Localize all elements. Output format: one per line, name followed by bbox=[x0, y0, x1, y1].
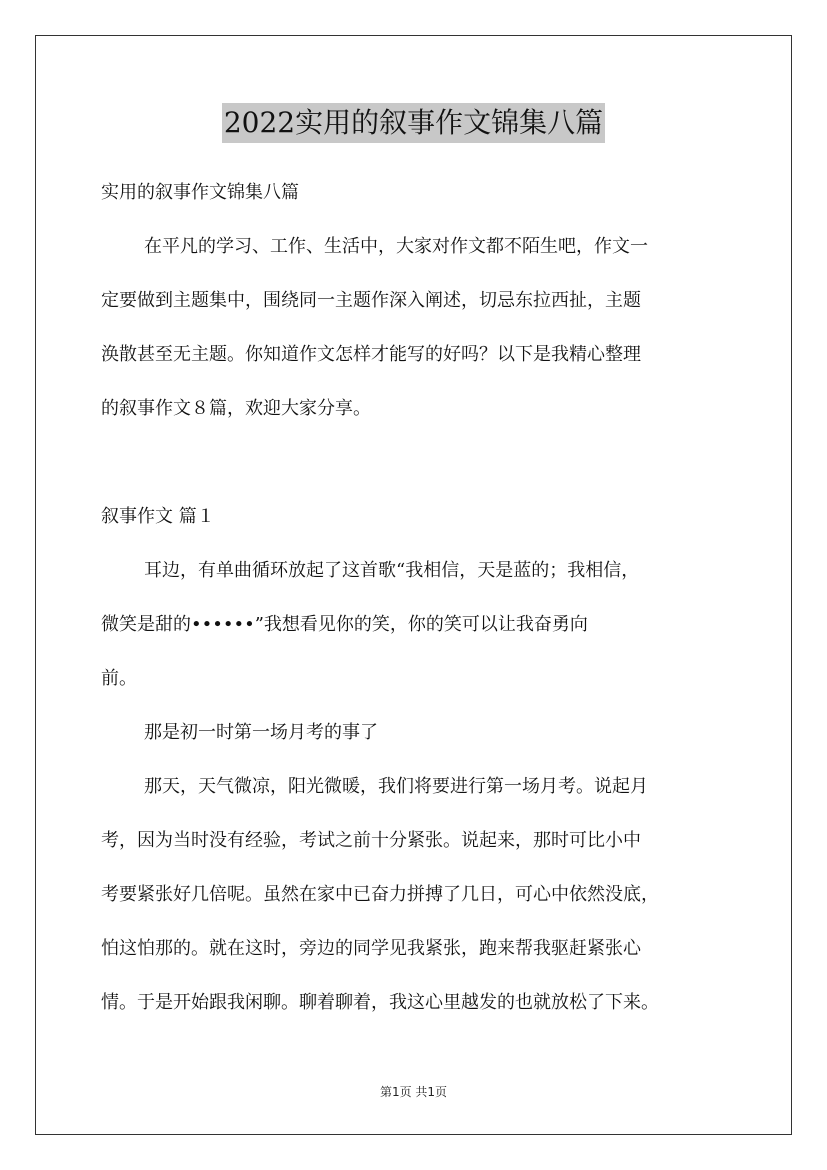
blank-line bbox=[101, 446, 741, 500]
document-body bbox=[101, 176, 741, 1040]
document-title: 2022实用的叙事作文锦集八篇 bbox=[222, 103, 605, 143]
intro-line-1: 在平凡的学习、工作、生活中，大家对作文都不陌生吧，作文一 bbox=[144, 236, 648, 257]
body-line-9: 情。于是开始跟我闲聊。聊着聊着，我这心里越发的也就放松了下来。 bbox=[101, 992, 659, 1013]
body-line-6: 考，因为当时没有经验，考试之前十分紧张。说起来，那时可比小中 bbox=[101, 830, 641, 851]
intro-line-2: 定要做到主题集中，围绕同一主题作深入阐述，切忌东拉西扯，主题 bbox=[101, 290, 641, 311]
page-footer: 第1页 共1页 bbox=[379, 1085, 448, 1099]
title-container bbox=[0, 103, 827, 143]
body-line-7: 考要紧张好几倍呢。虽然在家中已奋力拼搏了几日，可心中依然没底， bbox=[101, 884, 659, 905]
body-line-1: 耳边，有单曲循环放起了这首歌“我相信，天是蓝的；我相信， bbox=[144, 560, 640, 581]
intro-line-3: 涣散甚至无主题。你知道作文怎样才能写的好吗？以下是我精心整理 bbox=[101, 344, 641, 365]
section-heading: 叙事作文 篇１ bbox=[101, 506, 215, 527]
body-line-3: 前。 bbox=[101, 668, 137, 689]
body-line-4: 那是初一时第一场月考的事了 bbox=[144, 722, 378, 743]
body-line-5: 那天，天气微凉，阳光微暖，我们将要进行第一场月考。说起月 bbox=[144, 776, 648, 797]
body-line-2: 微笑是甜的••••••”我想看见你的笑，你的笑可以让我奋勇向 bbox=[101, 614, 588, 635]
intro-line-4: 的叙事作文８篇，欢迎大家分享。 bbox=[101, 398, 371, 419]
body-line-8: 怕这怕那的。就在这时，旁边的同学见我紧张，跑来帮我驱赶紧张心 bbox=[101, 938, 641, 959]
document-subtitle: 实用的叙事作文锦集八篇 bbox=[101, 182, 299, 203]
